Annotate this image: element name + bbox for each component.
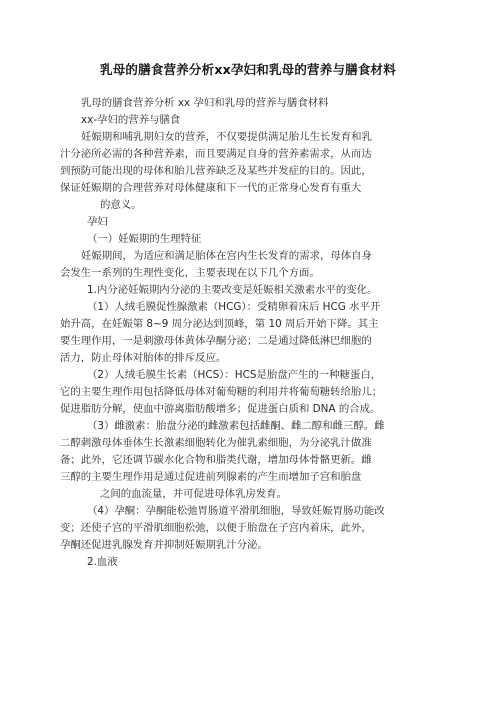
text-line: （4）孕酮：孕酮能松弛胃肠道平滑肌细胞，导致妊娠胃肠功能改	[87, 505, 385, 517]
text-line: 妊娠期间，为适应和满足胎体在宫内生长发育的需求，母体自身	[81, 250, 372, 262]
text-line: 活力，防止母体对胎体的排斥反应。	[60, 352, 227, 364]
text-line: 保证妊娠期的合理营养对母体健康和下一代的正常身心发育有重大	[60, 182, 362, 194]
text-line: 二醇刺激母体垂体生长激素细胞转化为催乳素细胞，为分泌乳汁做准	[60, 437, 372, 449]
text-line: 会发生一系列的生理性变化，主要表现在以下几个方面。	[60, 267, 320, 279]
text-line: 促进脂肪分解，使血中游离脂肪酸增多；促进蛋白质和 DNA 的合成。	[60, 403, 381, 415]
text-line: 变；还使子宫的平滑肌细胞松弛，以便于胎盘在子宫内着床，此外，	[60, 522, 372, 534]
section-heading: 孕妇	[87, 216, 108, 228]
document-title: 乳母的膳食营养分析xx孕妇和乳母的营养与膳食材料	[100, 62, 396, 77]
text-line: xx-孕妇的营养与膳食	[81, 114, 181, 126]
text-line: 1.内分泌妊娠期内分泌的主要改变是妊娠相关激素水平的变化。	[87, 284, 378, 296]
text-line: 乳母的膳食营养分析 xx 孕妇和乳母的营养与膳食材料	[81, 97, 329, 109]
text-line: （3）雌激素：胎盘分泌的雌激素包括雌酮、雌二醇和雌三醇。雌	[87, 420, 385, 432]
text-line: （1）人绒毛膜促性腺激素（HCG）：受精卵着床后 HCG 水平开	[87, 301, 381, 313]
section-heading: （一）妊娠期的生理特征	[87, 233, 202, 245]
section-heading: 2.血液	[87, 556, 118, 568]
text-line: 它的主要生理作用包括降低母体对葡萄糖的利用并将葡萄糖转给胎儿；	[60, 386, 383, 398]
text-line: 孕酮还促进乳腺发育并抑制妊娠期乳汁分泌。	[60, 539, 268, 551]
text-line: 三醇的主要生理作用是通过促进前列腺素的产生而增加子宫和胎盘	[60, 471, 362, 483]
text-line: 之间的血流量，并可促进母体乳房发育。	[100, 488, 288, 500]
text-line: 始升高，在妊娠第 8~9 周分泌达到顶峰，第 10 周后开始下降。其主	[60, 318, 379, 330]
text-line: 要生理作用，一是刺激母体黄体孕酮分泌；二是通过降低淋巴细胞的	[60, 335, 372, 347]
text-line: （2）人绒毛膜生长素（HCS）：HCS是胎盘产生的一种糖蛋白，	[87, 369, 382, 381]
text-line: 备；此外，它还调节碳水化合物和脂类代谢，增加母体骨骼更新。雌	[60, 454, 372, 466]
text-line: 妊娠期和哺乳期妇女的营养，不仅要提供满足胎儿生长发育和乳	[81, 131, 372, 143]
text-line: 到预防可能出现的母体和胎儿营养缺乏及某些并发症的目的。因此，	[60, 165, 372, 177]
text-line: 汁分泌所必需的各种营养素，而且要满足自身的营养素需求，从而达	[60, 148, 372, 160]
text-line: 的意义。	[100, 199, 142, 211]
